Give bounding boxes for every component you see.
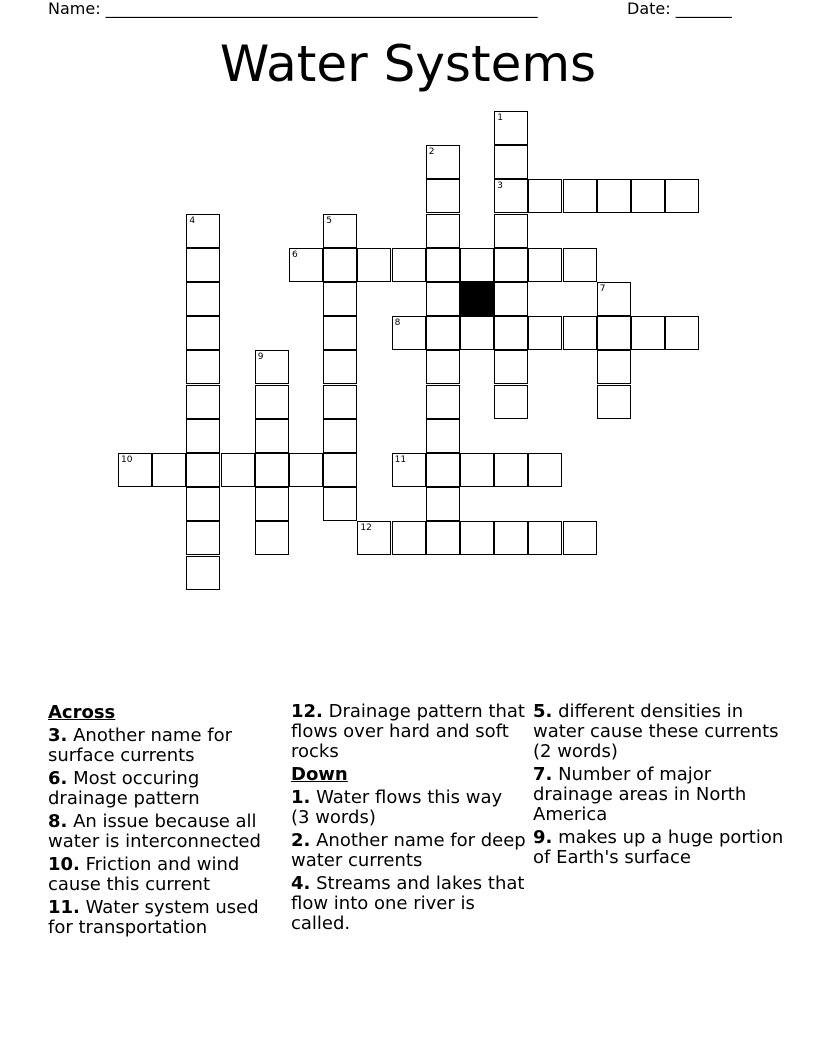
grid-cell[interactable]	[597, 282, 631, 316]
clue-number-label: 8	[394, 318, 401, 329]
grid-cell[interactable]	[186, 350, 220, 384]
clue-number: 1.	[291, 787, 311, 808]
grid-cell[interactable]	[597, 350, 631, 384]
clue-number: 8.	[48, 811, 68, 832]
clue-number: 4.	[291, 873, 311, 894]
clue-number-label: 4	[189, 215, 196, 226]
grid-cell[interactable]	[392, 521, 426, 555]
clue-down-9	[533, 828, 793, 868]
page-title: Water Systems	[219, 35, 597, 93]
grid-cell[interactable]	[426, 487, 460, 521]
grid-cell[interactable]	[597, 316, 631, 350]
grid-cell[interactable]	[152, 453, 186, 487]
grid-cell[interactable]	[494, 385, 528, 419]
grid-cell[interactable]	[255, 521, 289, 555]
grid-cell[interactable]	[494, 282, 528, 316]
grid-cell[interactable]	[563, 521, 597, 555]
grid-cell[interactable]	[392, 248, 426, 282]
grid-cell[interactable]	[357, 521, 391, 555]
clue-number: 9.	[533, 827, 553, 848]
grid-cell[interactable]	[426, 179, 460, 213]
grid-cell[interactable]	[494, 350, 528, 384]
clue-down-5	[533, 702, 793, 762]
grid-cell[interactable]	[528, 453, 562, 487]
grid-cell[interactable]	[186, 419, 220, 453]
grid-cell[interactable]	[494, 316, 528, 350]
clue-number: 2.	[291, 830, 311, 851]
clue-column-3	[533, 702, 793, 871]
clue-number: 11.	[48, 897, 80, 918]
grid-cell[interactable]	[563, 179, 597, 213]
clue-number-label: 6	[292, 249, 298, 260]
clue-across-3	[48, 726, 283, 766]
grid-cell[interactable]	[631, 316, 665, 350]
clue-number-label: 2	[428, 147, 435, 158]
across-heading: Across	[48, 702, 116, 723]
clue-text: Number of major drainage areas in North America	[533, 764, 747, 825]
grid-cell[interactable]	[323, 350, 357, 384]
grid-cell[interactable]	[494, 453, 528, 487]
black-square	[460, 282, 494, 316]
grid-cell[interactable]	[392, 453, 426, 487]
clue-text: Water system used for transportation	[48, 897, 259, 938]
grid-cell[interactable]	[186, 248, 220, 282]
clue-text: Water flows this way (3 words)	[291, 787, 503, 828]
clue-across-11	[48, 898, 283, 938]
grid-cell[interactable]	[323, 385, 357, 419]
clue-number-label: 7	[599, 284, 606, 294]
grid-cell[interactable]	[460, 248, 494, 282]
grid-cell[interactable]	[255, 487, 289, 521]
grid-cell[interactable]	[494, 179, 528, 213]
grid-cell[interactable]	[494, 214, 528, 248]
grid-cell[interactable]	[255, 385, 289, 419]
clue-number-label: 11	[394, 455, 407, 465]
clue-down-7	[533, 765, 793, 825]
grid-cell[interactable]	[186, 521, 220, 555]
name-field-label: Name: ______________________________________________________	[48, 0, 538, 18]
clue-column-2	[291, 702, 526, 937]
grid-cell[interactable]	[597, 179, 631, 213]
grid-cell[interactable]	[426, 453, 460, 487]
grid-cell[interactable]	[323, 487, 357, 521]
grid-cell[interactable]	[426, 145, 460, 179]
clue-across-8	[48, 812, 283, 852]
grid-cell[interactable]	[323, 316, 357, 350]
grid-cell[interactable]	[357, 248, 391, 282]
grid-cell[interactable]	[255, 453, 289, 487]
grid-cell[interactable]	[323, 282, 357, 316]
clue-number: 3.	[48, 725, 68, 746]
clue-down-2	[291, 831, 526, 871]
grid-cell[interactable]	[665, 179, 699, 213]
clue-number: 6.	[48, 768, 68, 789]
grid-cell[interactable]	[460, 453, 494, 487]
grid-cell[interactable]	[426, 248, 460, 282]
grid-cell[interactable]	[255, 350, 289, 384]
clue-down-4	[291, 874, 526, 934]
grid-cell[interactable]	[528, 179, 562, 213]
clue-text: Another name for surface currents	[48, 725, 233, 766]
clue-number-label: 1	[497, 113, 503, 123]
grid-cell[interactable]	[460, 521, 494, 555]
down-heading: Down	[291, 764, 348, 785]
clue-across-6	[48, 769, 283, 809]
grid-cell[interactable]	[392, 316, 426, 350]
grid-cell[interactable]	[186, 316, 220, 350]
grid-cell[interactable]	[426, 385, 460, 419]
clue-number-label: 5	[326, 215, 332, 226]
grid-cell[interactable]	[426, 521, 460, 555]
clue-number-label: 10	[121, 455, 133, 465]
clue-number-label: 9	[257, 352, 264, 363]
grid-cell[interactable]	[665, 316, 699, 350]
clue-text: different densities in water cause these currents (2 words)	[533, 701, 779, 762]
grid-cell[interactable]	[221, 453, 255, 487]
clue-text: makes up a huge portion of Earth's surface	[533, 827, 784, 868]
clue-text: Friction and wind cause this current	[48, 854, 240, 895]
clue-text: An issue because all water is interconnected	[48, 811, 261, 852]
clue-number: 7.	[533, 764, 553, 785]
grid-cell[interactable]	[460, 316, 494, 350]
grid-cell[interactable]	[426, 350, 460, 384]
grid-cell[interactable]	[186, 385, 220, 419]
clue-down-1	[291, 788, 526, 828]
clue-column-1	[48, 702, 283, 941]
grid-cell[interactable]	[186, 214, 220, 248]
grid-cell[interactable]	[426, 316, 460, 350]
date-field-label: Date: _______	[627, 0, 732, 18]
grid-cell[interactable]	[631, 179, 665, 213]
clue-across-12	[291, 702, 526, 762]
grid-cell[interactable]	[563, 248, 597, 282]
clue-across-10	[48, 855, 283, 895]
grid-cell[interactable]	[528, 316, 562, 350]
clue-number: 12.	[291, 701, 323, 722]
clue-text: Drainage pattern that flows over hard and soft rocks	[291, 701, 525, 762]
grid-cell[interactable]	[323, 214, 357, 248]
clue-number-label: 3	[497, 181, 503, 192]
clue-number: 10.	[48, 854, 80, 875]
grid-cell[interactable]	[186, 453, 220, 487]
clue-number-label: 12	[360, 523, 372, 534]
grid-cell[interactable]	[186, 556, 220, 590]
grid-cell[interactable]	[289, 453, 323, 487]
grid-cell[interactable]	[426, 282, 460, 316]
clue-text: Another name for deep water currents	[291, 830, 526, 871]
grid-cell[interactable]	[323, 453, 357, 487]
grid-cell[interactable]	[186, 487, 220, 521]
grid-cell[interactable]	[494, 111, 528, 145]
grid-cell[interactable]	[597, 385, 631, 419]
grid-cell[interactable]	[528, 248, 562, 282]
grid-cell[interactable]	[323, 248, 357, 282]
grid-cell[interactable]	[494, 145, 528, 179]
grid-cell[interactable]	[255, 419, 289, 453]
grid-cell[interactable]	[494, 521, 528, 555]
grid-cell[interactable]	[118, 453, 152, 487]
grid-cell[interactable]	[528, 521, 562, 555]
grid-cell[interactable]	[494, 248, 528, 282]
grid-cell[interactable]	[563, 316, 597, 350]
grid-cell[interactable]	[426, 214, 460, 248]
grid-cell[interactable]	[323, 419, 357, 453]
grid-cell[interactable]	[426, 419, 460, 453]
grid-cell[interactable]	[186, 282, 220, 316]
clue-number: 5.	[533, 701, 553, 722]
clue-text: Streams and lakes that flow into one river is called.	[291, 873, 525, 934]
grid-cell[interactable]	[289, 248, 323, 282]
clue-text: Most occuring drainage pattern	[48, 768, 200, 809]
